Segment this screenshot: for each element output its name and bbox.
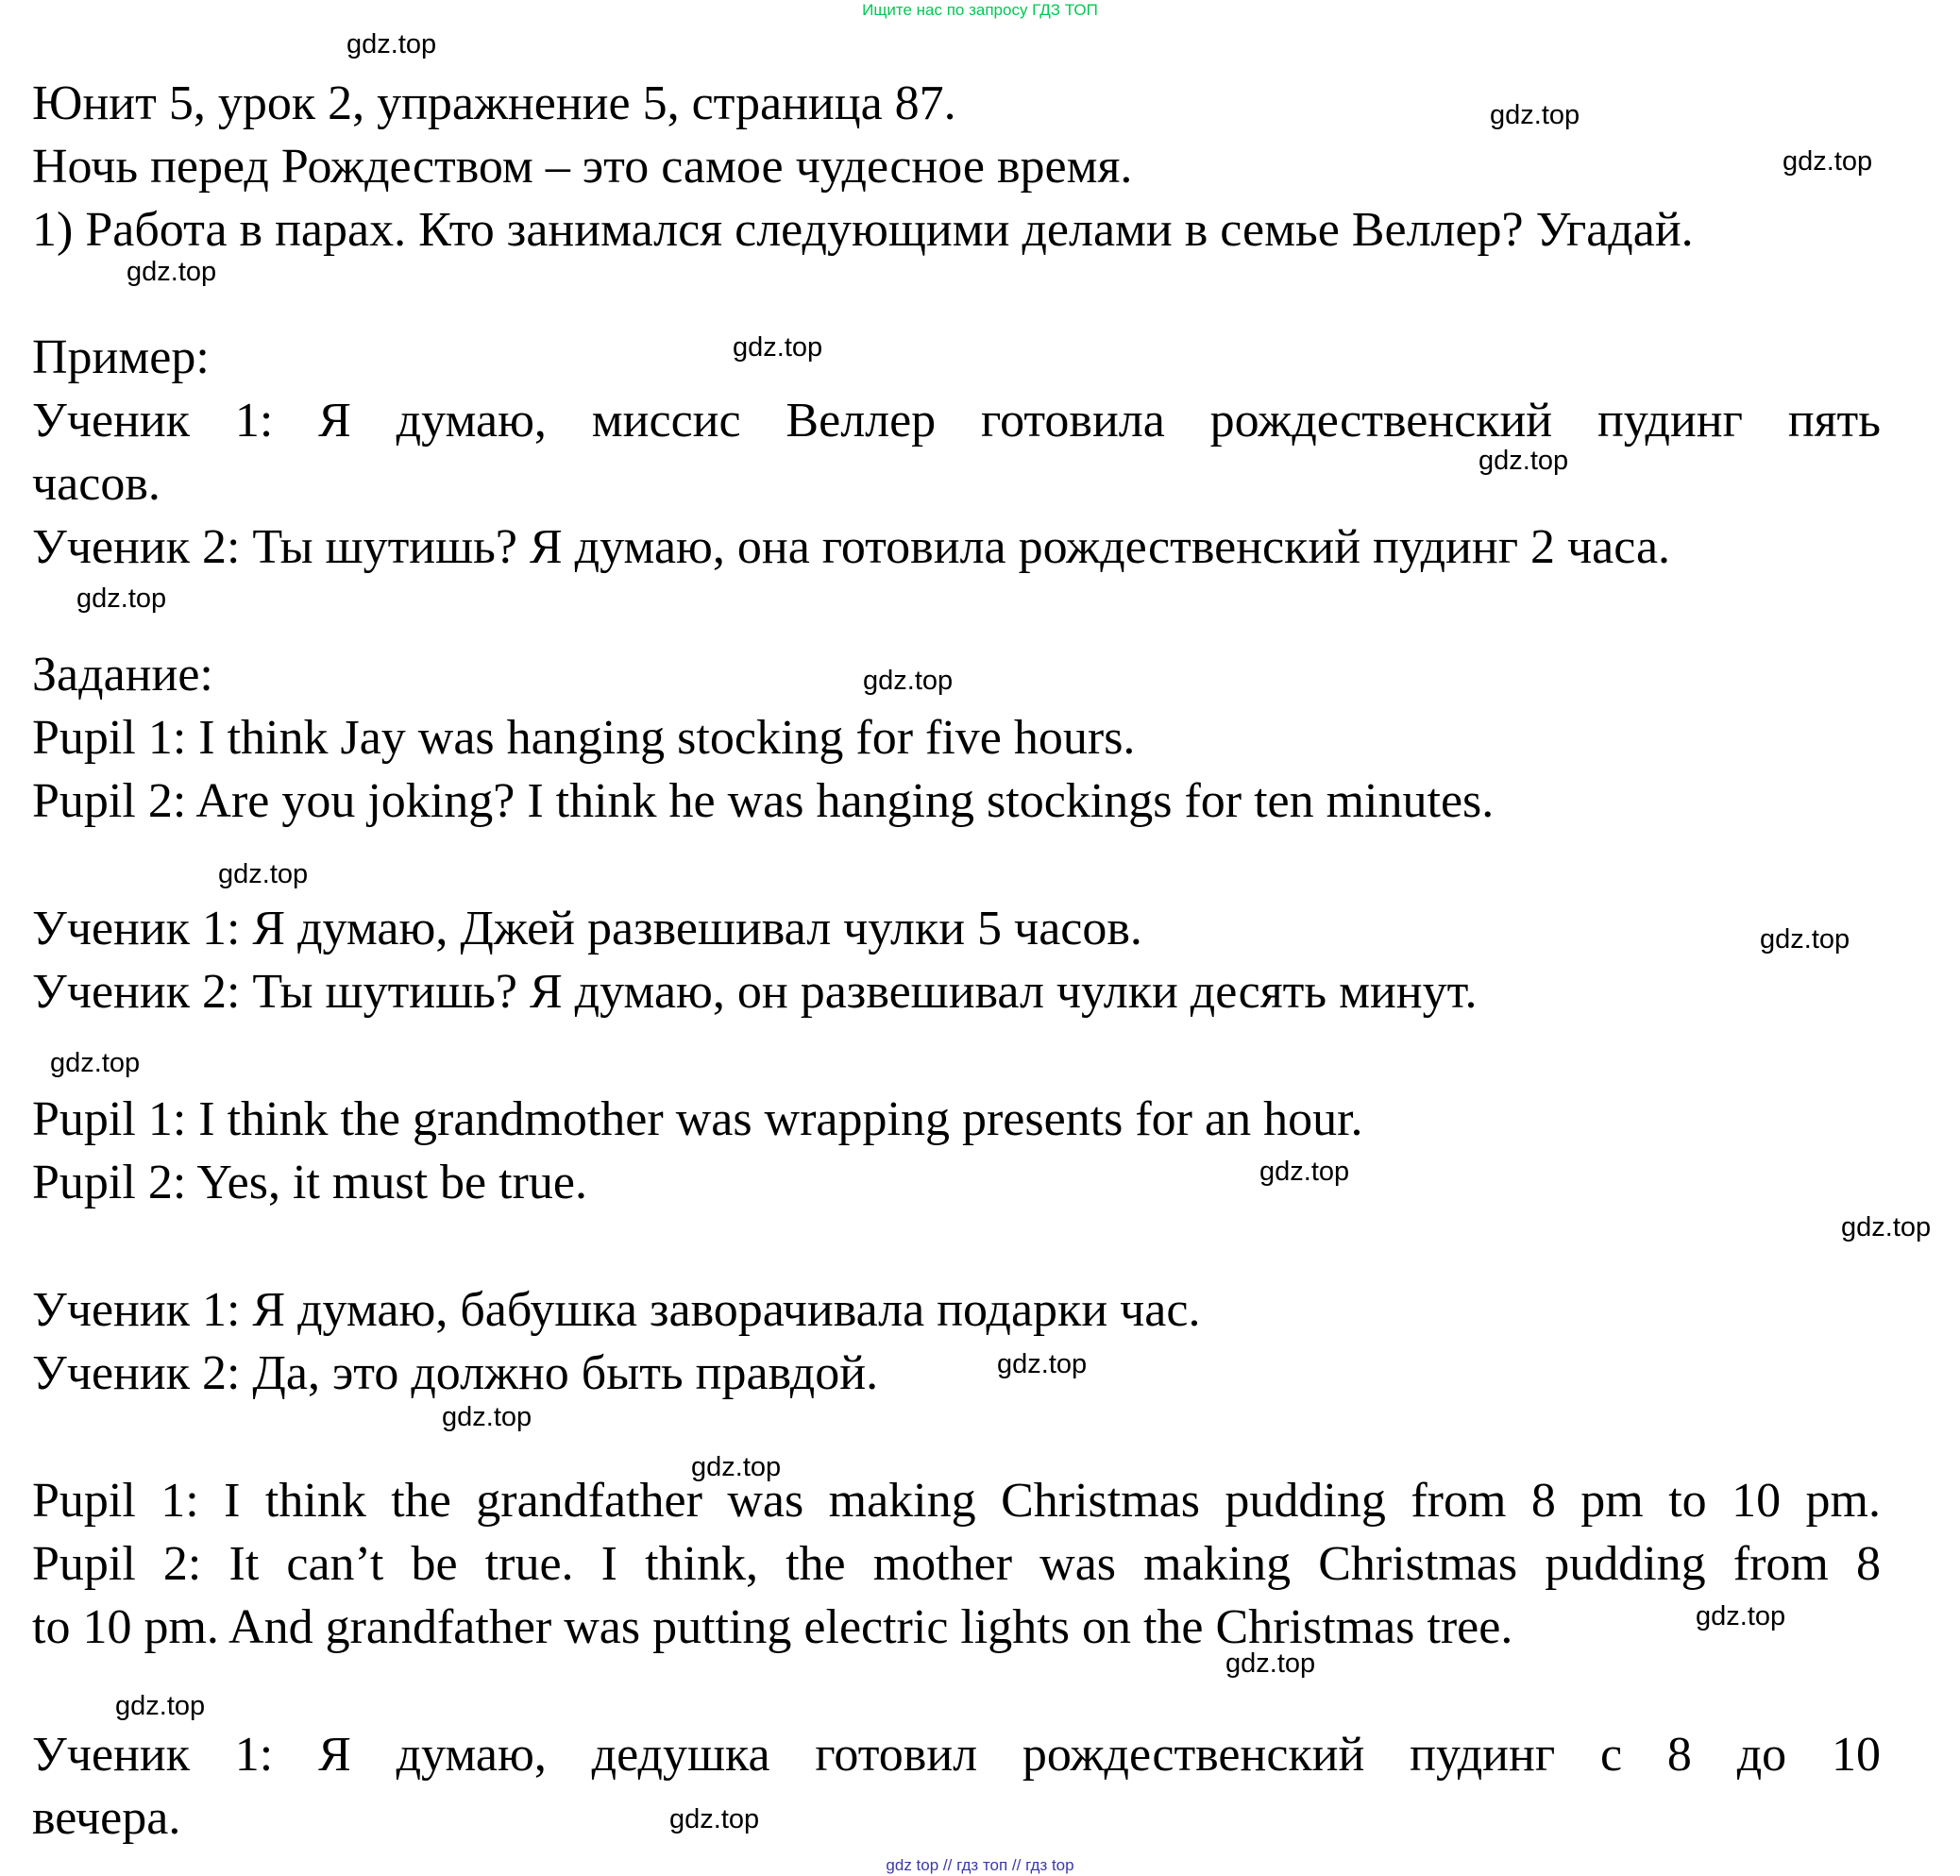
page-title: Юнит 5, урок 2, упражнение 5, страница 87. — [32, 76, 956, 130]
watermark: gdz.top — [1259, 1157, 1350, 1187]
watermark: gdz.top — [76, 583, 167, 614]
example-line-1-cont: часов. — [32, 457, 161, 511]
dialog-2-en-line-2: Pupil 2: Yes, it must be true. — [32, 1156, 587, 1209]
watermark: gdz.top — [733, 332, 823, 363]
watermark: gdz.top — [346, 29, 437, 59]
example-line-1: Ученик 1: Я думаю, миссис Веллер готовила рождественский пудинг пять — [32, 394, 1881, 448]
watermark: gdz.top — [50, 1048, 141, 1078]
watermark: gdz.top — [997, 1349, 1088, 1379]
watermark: gdz.top — [1760, 924, 1850, 955]
watermark: gdz.top — [1841, 1212, 1932, 1242]
watermark: gdz.top — [442, 1402, 532, 1432]
task-instruction: 1) Работа в парах. Кто занимался следующими делами в семье Веллер? Угадай. — [32, 203, 1694, 257]
watermark: gdz.top — [1490, 100, 1580, 130]
example-label: Пример: — [32, 330, 210, 384]
top-banner[interactable]: Ищите нас по запросу ГДЗ ТОП — [862, 1, 1098, 19]
dialog-1-ru-line-2: Ученик 2: Ты шутишь? Я думаю, он развешивал чулки десять минут. — [32, 965, 1478, 1019]
watermark: gdz.top — [127, 257, 217, 287]
dialog-3-ru-line-2: вечера. — [32, 1791, 181, 1845]
dialog-3-ru-line-1: Ученик 1: Я думаю, дедушка готовил рождественский пудинг с 8 до 10 — [32, 1728, 1881, 1782]
watermark: gdz.top — [691, 1452, 782, 1482]
dialog-1-ru-line-1: Ученик 1: Я думаю, Джей развешивал чулки 5 часов. — [32, 902, 1142, 955]
watermark: gdz.top — [1783, 146, 1873, 177]
dialog-1-en-line-1: Pupil 1: I think Jay was hanging stocking for five hours. — [32, 711, 1136, 765]
watermark: gdz.top — [863, 666, 954, 696]
watermark: gdz.top — [1696, 1601, 1786, 1631]
dialog-2-ru-line-1: Ученик 1: Я думаю, бабушка заворачивала подарки час. — [32, 1283, 1201, 1337]
dialog-2-ru-line-2: Ученик 2: Да, это должно быть правдой. — [32, 1346, 879, 1400]
bottom-banner[interactable]: gdz top // гдз топ // гдз top — [886, 1856, 1074, 1874]
watermark: gdz.top — [1478, 446, 1569, 476]
dialog-3-en-line-3: to 10 pm. And grandfather was putting electric lights on the Christmas tree. — [32, 1600, 1513, 1654]
task-label: Задание: — [32, 648, 213, 701]
watermark: gdz.top — [1225, 1648, 1316, 1679]
subtitle: Ночь перед Рождеством – это самое чудесное время. — [32, 140, 1133, 194]
example-line-2: Ученик 2: Ты шутишь? Я думаю, она готовила рождественский пудинг 2 часа. — [32, 520, 1671, 574]
dialog-2-en-line-1: Pupil 1: I think the grandmother was wrapping presents for an hour. — [32, 1092, 1363, 1146]
dialog-3-en-line-2: Pupil 2: It can’t be true. I think, the mother was making Christmas pudding from 8 — [32, 1537, 1881, 1591]
watermark: gdz.top — [115, 1691, 206, 1721]
watermark: gdz.top — [669, 1804, 760, 1834]
dialog-3-en-line-1: Pupil 1: I think the grandfather was making Christmas pudding from 8 pm to 10 pm. — [32, 1474, 1881, 1528]
dialog-1-en-line-2: Pupil 2: Are you joking? I think he was hanging stockings for ten minutes. — [32, 774, 1495, 828]
watermark: gdz.top — [218, 859, 309, 889]
